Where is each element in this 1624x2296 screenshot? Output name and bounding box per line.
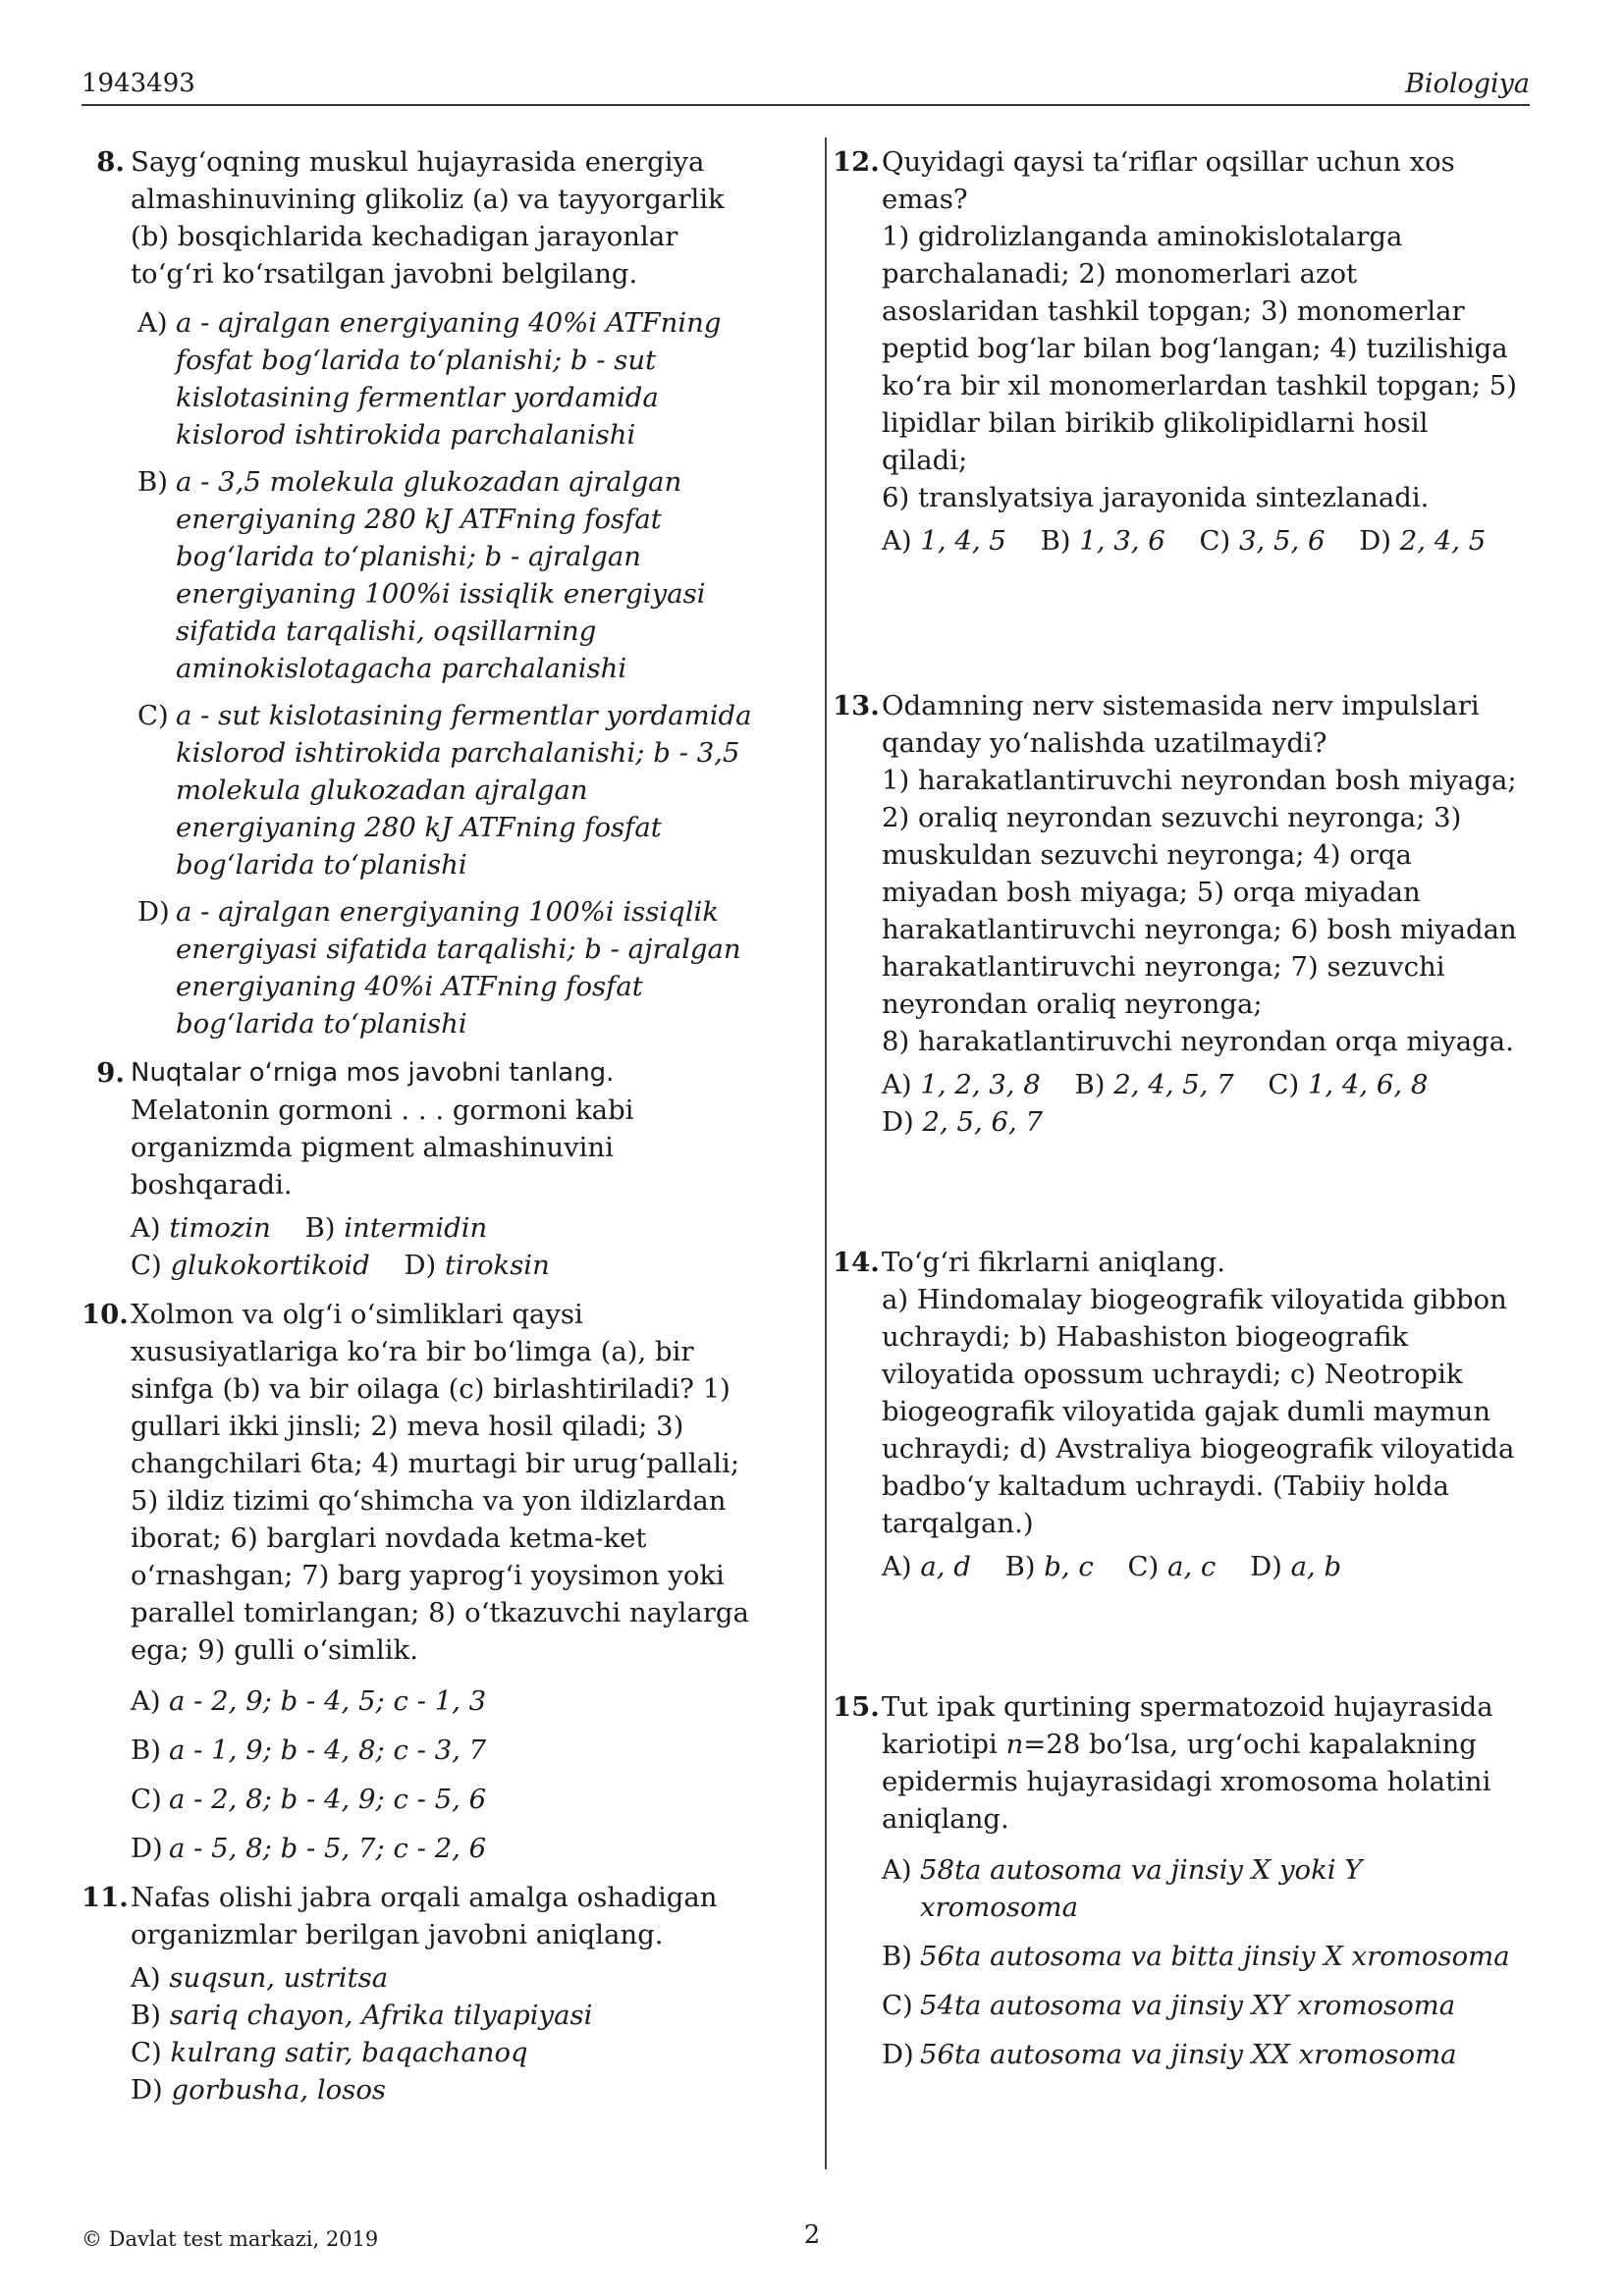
question-text: Sayg‘oqning muskul hujayrasida energiya almashinuvining glikoliz (a) va tayyorgarlik (b) bosqichlarida kechadigan jarayonlar to‘g‘ri ko‘rsatilgan javobni belgilang. (131, 146, 725, 290)
option-letter: A) (882, 1069, 912, 1100)
option-text: 1, 2, 3, 8 (920, 1069, 1041, 1100)
question-items-last: 6) translyatsiya jarayonida sintezlanadi. (882, 482, 1430, 513)
options-row (882, 1548, 1520, 1585)
option-letter: C) (131, 2037, 162, 2068)
option-c[interactable] (882, 1987, 1520, 2024)
option-text: 1, 4, 6, 8 (1307, 1069, 1429, 1100)
option-b[interactable] (305, 1212, 488, 1244)
question-number: 13. (833, 690, 880, 721)
option-c[interactable] (131, 2034, 764, 2071)
option-text: a, d (920, 1551, 971, 1582)
question-10 (81, 1296, 764, 1867)
option-text: 2, 4, 5, 7 (1113, 1069, 1234, 1100)
options-row (131, 1247, 764, 1284)
option-c[interactable] (1128, 1551, 1217, 1582)
option-text: a, b (1290, 1551, 1342, 1582)
question-number: 11. (81, 1882, 129, 1913)
option-a[interactable] (131, 1959, 764, 1997)
question-11 (81, 1879, 764, 2109)
option-b[interactable] (882, 1938, 1520, 1975)
question-15 (833, 1688, 1520, 2073)
option-text: 54ta autosoma va jinsiy XY xromosoma (920, 1990, 1456, 2021)
option-text: a - sut kislotasining fermentlar yordamida kislorod ishtirokida parchalanishi; b - 3,5 molekula glukozadan ajralgan energiyaning 280 kJ ATFning fosfat bog‘larida to‘planishi (176, 700, 752, 881)
option-letter: B) (137, 466, 168, 498)
question-13 (833, 687, 1520, 1141)
option-d[interactable] (882, 1106, 1043, 1138)
options-row (882, 1103, 1520, 1141)
question-lead: Nuqtalar o‘rniga mos javobni tanlang. (131, 1058, 615, 1088)
right-column (833, 143, 1520, 2073)
option-text: 58ta autosoma va jinsiy X yoki Y xromosoma (920, 1854, 1363, 1923)
option-letter: A) (131, 1212, 161, 1244)
option-c[interactable] (137, 697, 764, 883)
question-text: Nafas olishi jabra orqali amalga oshadigan organizmlar berilgan javobni aniqlang. (131, 1882, 718, 1950)
option-letter: D) (882, 1106, 914, 1138)
option-a[interactable] (131, 1212, 271, 1244)
question-9 (81, 1054, 764, 1284)
option-letter: D) (1359, 525, 1391, 557)
page-number: 2 (803, 2220, 821, 2250)
option-a[interactable] (882, 1069, 1041, 1100)
option-text: 2, 4, 5 (1399, 525, 1487, 557)
option-c[interactable] (131, 1781, 764, 1818)
option-d[interactable] (404, 1250, 549, 1281)
question-number: 10. (81, 1299, 129, 1330)
question-items-last: 8) harakatlantiruvchi neyrondan orqa miyaga. (882, 1026, 1514, 1057)
option-text: 1, 3, 6 (1079, 525, 1165, 557)
option-b[interactable] (1005, 1551, 1094, 1582)
question-number: 8. (96, 146, 125, 178)
option-letter: C) (137, 700, 169, 731)
option-d[interactable] (131, 1830, 764, 1867)
question-items: a) Hindomalay biogeografik viloyatida gibbon uchraydi; b) Habashiston biogeografik viloyatida opossum uchraydi; c) Neotropik biogeografik viloyatida gajak dumli maymun uchraydi; d) Avstraliya biogeografik viloyatida badbo‘y kaltadum uchraydi. (Tabiiy holda tarqalgan.) (882, 1284, 1515, 1539)
option-letter: B) (1004, 1551, 1036, 1582)
copyright: © Davlat test markazi, 2019 (81, 2227, 379, 2251)
option-letter: C) (1199, 525, 1231, 557)
left-column (81, 143, 764, 2109)
option-letter: A) (137, 307, 168, 339)
options-row (882, 522, 1520, 560)
question-items: 1) gidrolizlanganda aminokislotalarga parchalanadi; 2) monomerlari azot asoslaridan tashkil topgan; 3) monomerlar peptid bog‘lar bilan bog‘langan; 4) tuzilishiga ko‘ra bir xil monomerlardan tashkil topgan; 5) lipidlar bilan birikib glikolipidlarni hosil qiladi; (882, 221, 1517, 476)
option-letter: A) (882, 525, 912, 557)
option-a[interactable] (882, 1851, 1520, 1926)
option-letter: C) (1127, 1551, 1160, 1582)
option-b[interactable] (131, 1997, 764, 2034)
option-b[interactable] (1041, 525, 1165, 557)
options-row (882, 1066, 1520, 1103)
option-text: intermidin (344, 1212, 488, 1244)
question-12 (833, 143, 1520, 560)
question-text-part: Tut ipak qurtining spermatozoid hujayrasida kariotipi (882, 1691, 1493, 1760)
option-d[interactable] (1359, 525, 1486, 557)
option-text: gorbusha, losos (171, 2074, 386, 2106)
option-letter: B) (1040, 525, 1071, 557)
option-text: a, c (1167, 1551, 1217, 1582)
option-letter: B) (131, 2000, 161, 2031)
option-letter: D) (1250, 1551, 1282, 1582)
math-variable: n (1005, 1729, 1024, 1760)
option-b[interactable] (137, 463, 764, 687)
option-letter: C) (882, 1990, 913, 2021)
question-text: Melatonin gormoni . . . gormoni kabi organizmda pigment almashinuvini boshqaradi. (131, 1095, 634, 1201)
question-text-part: =28 bo‘lsa, urg‘ochi kapalakning epidermis hujayrasidagi xromosoma holatini aniqlang. (882, 1729, 1491, 1835)
document-id: 1943493 (81, 69, 195, 98)
option-letter: B) (304, 1212, 336, 1244)
question-number: 12. (833, 146, 880, 178)
option-letter: A) (882, 1854, 912, 1886)
option-text: 56ta autosoma va jinsiy XX xromosoma (920, 2039, 1457, 2070)
option-letter: D) (404, 1250, 437, 1281)
option-letter: A) (131, 1685, 161, 1717)
option-d[interactable] (882, 2036, 1520, 2073)
option-a[interactable] (882, 525, 1006, 557)
question-text: To‘g‘ri fikrlarni aniqlang. (882, 1247, 1226, 1278)
question-text (882, 1688, 1520, 1838)
option-letter: D) (131, 1833, 163, 1864)
option-letter: B) (882, 1941, 912, 1972)
option-text: timozin (169, 1212, 271, 1244)
option-text: a - 2, 9; b - 4, 5; c - 1, 3 (169, 1685, 487, 1717)
option-c[interactable] (1199, 525, 1325, 557)
option-letter: C) (1268, 1069, 1300, 1100)
option-letter: D) (137, 896, 170, 928)
header-rule (81, 104, 1530, 106)
option-letter: C) (131, 1250, 162, 1281)
option-d[interactable] (1250, 1551, 1341, 1582)
option-text: sariq chayon, Afrika tilyapiyasi (169, 2000, 593, 2031)
option-letter: B) (131, 1735, 161, 1766)
option-text: a - 3,5 molekula glukozadan ajralgan energiyaning 280 kJ ATFning fosfat bog‘larida to‘planishi; b - ajralgan energiyaning 100%i issiqlik energiyasi sifatida tarqalishi, oqsillarning aminokislotagacha parchalanishi (176, 466, 706, 684)
option-letter: D) (131, 2074, 163, 2106)
option-text: 3, 5, 6 (1239, 525, 1326, 557)
option-letter: A) (131, 1962, 161, 1994)
option-text: glukokortikoid (170, 1250, 370, 1281)
option-letter: D) (882, 2039, 914, 2070)
option-text: suqsun, ustritsa (169, 1962, 389, 1994)
option-letter: A) (882, 1551, 912, 1582)
question-text: Quyidagi qaysi ta‘riflar oqsillar uchun xos emas? (882, 146, 1455, 215)
option-text: a - ajralgan energiyaning 40%i ATFning fosfat bog‘larida to‘planishi; b - sut kislotasining fermentlar yordamida kislorod ishtirokida parchalanishi (176, 307, 722, 451)
question-number: 9. (96, 1057, 125, 1089)
option-d[interactable] (137, 893, 764, 1042)
question-14 (833, 1244, 1520, 1585)
question-items: 1) harakatlantiruvchi neyrondan bosh miyaga; 2) oraliq neyrondan sezuvchi neyronga; 3) muskuldan sezuvchi neyronga; 4) orqa miyadan bosh miyaga; 5) orqa miyadan harakatlantiruvchi neyronga; 6) bosh miyadan harakatlantiruvchi neyronga; 7) sezuvchi neyrondan oraliq neyronga; (882, 765, 1517, 1020)
option-letter: C) (131, 1784, 162, 1815)
question-text: Xolmon va olg‘i o‘simliklari qaysi xususiyatlariga ko‘ra bir bo‘limga (a), bir sinfga (b) va bir oilaga (c) birlashtiriladi? 1) gullari ikki jinsli; 2) meva hosil qiladi; 3) changchilari 6ta; 4) murtagi bir urug‘pallali; 5) ildiz tizimi qo‘shimcha va yon ildizlardan iborat; 6) barglari novdada ketma-ket o‘rnashgan; 7) barg yaprog‘i yoysimon yoki parallel tomirlangan; 8) o‘tkazuvchi naylarga ega; 9) gulli o‘simlik. (131, 1299, 749, 1666)
option-text: tiroksin (444, 1250, 550, 1281)
option-c[interactable] (131, 1250, 370, 1281)
question-text: Odamning nerv sistemasida nerv impulslari qanday yo‘nalishda uzatilmaydi? (882, 690, 1480, 759)
subject-title: Biologiya (1405, 69, 1530, 99)
option-c[interactable] (1268, 1069, 1428, 1100)
option-text: a - ajralgan energiyaning 100%i issiqlik energiyasi sifatida tarqalishi; b - ajralgan energiyaning 40%i ATFning fosfat bog‘larida to‘planishi (176, 896, 741, 1040)
question-8 (81, 143, 764, 1042)
option-letter: B) (1074, 1069, 1106, 1100)
option-text: a - 2, 8; b - 4, 9; c - 5, 6 (169, 1784, 487, 1815)
option-a[interactable] (131, 1682, 764, 1720)
question-number: 15. (833, 1691, 880, 1723)
option-a[interactable] (882, 1551, 971, 1582)
option-text: 56ta autosoma va bitta jinsiy X xromosoma (920, 1941, 1510, 1972)
option-b[interactable] (131, 1732, 764, 1769)
option-text: a - 5, 8; b - 5, 7; c - 2, 6 (169, 1833, 487, 1864)
column-divider (825, 137, 827, 2169)
option-d[interactable] (131, 2071, 764, 2109)
option-text: 1, 4, 5 (920, 525, 1006, 557)
options-row (131, 1209, 764, 1247)
option-b[interactable] (1075, 1069, 1234, 1100)
option-text: kulrang satir, baqachanoq (170, 2037, 528, 2068)
option-text: 2, 5, 6, 7 (922, 1106, 1043, 1138)
option-text: a - 1, 9; b - 4, 8; c - 3, 7 (169, 1735, 487, 1766)
question-number: 14. (833, 1247, 880, 1278)
option-text: b, c (1044, 1551, 1094, 1582)
option-a[interactable] (137, 304, 764, 454)
